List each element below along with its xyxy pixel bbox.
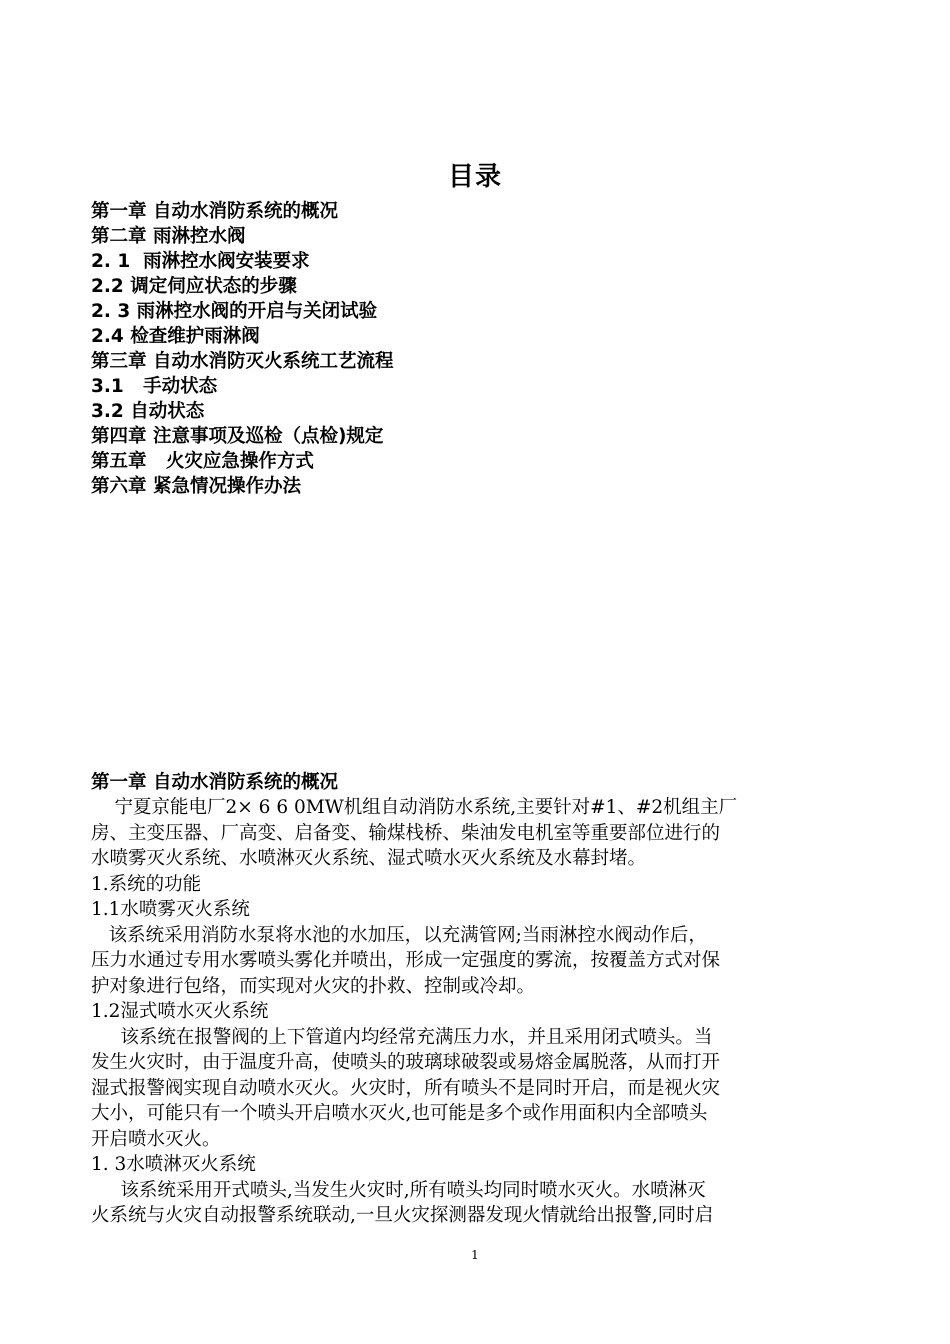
paragraph-line: 该系统在报警阀的上下管道内均经常充满压力水，并且采用闭式喷头。当 [91, 1026, 713, 1048]
toc-item: 2.4 检查维护雨淋阀 [91, 326, 260, 347]
deluge-paragraph [91, 1178, 861, 1229]
page-title: 目录 [447, 162, 502, 192]
paragraph-line: 房、主变压器、厂高变、启备变、输煤栈桥、柴油发电机室等重要部位进行的 [91, 822, 721, 844]
paragraph-line: 火系统与火灾自动报警系统联动,一旦火灾探测器发现火情就给出报警,同时启 [91, 1205, 714, 1226]
toc-item: 2.2 调定伺应状态的步骤 [91, 276, 297, 297]
chapter-heading: 第一章 自动水消防系统的概况 [91, 772, 338, 793]
paragraph-line: 水喷雾灭火系统、水喷淋灭火系统、湿式喷水灭火系统及水幕封堵。 [91, 848, 647, 869]
table-of-contents [91, 199, 393, 499]
toc-item: 第一章 自动水消防系统的概况 [91, 201, 338, 222]
paragraph-line: 该系统采用消防水泵将水池的水加压，以充满管网;当雨淋控水阀动作后， [91, 924, 707, 946]
intro-paragraph [91, 795, 861, 872]
toc-item: 第四章 注意事项及巡检（点检)规定 [91, 426, 384, 447]
subsection-heading: 1. 3水喷淋灭火系统 [91, 1154, 256, 1175]
toc-item: 第六章 紧急情况操作办法 [91, 476, 301, 497]
paragraph-line: 开启喷水灭火。 [91, 1128, 221, 1150]
section-heading: 1.系统的功能 [91, 873, 202, 895]
paragraph-line: 压力水通过专用水雾喷头雾化并喷出，形成一定强度的雾流，按覆盖方式对保 [91, 950, 721, 971]
toc-item: 第五章 火灾应急操作方式 [91, 451, 314, 472]
paragraph-line: 宁夏京能电厂2× 6 6 0MW机组自动消防水系统,主要针对#1、#2机组主厂 [91, 797, 738, 818]
toc-item: 2. 3 雨淋控水阀的开启与关闭试验 [91, 301, 378, 322]
paragraph-line: 大小，可能只有一个喷头开启喷水灭火,也可能是多个或作用面积内全部喷头 [91, 1103, 708, 1124]
paragraph-line: 发生火灾时，由于温度升高，使喷头的玻璃球破裂或易熔金属脱落，从而打开 [91, 1052, 721, 1073]
chapter-1-body [91, 770, 861, 1229]
toc-item: 3.1 手动状态 [91, 376, 218, 397]
subsection-heading: 1.1水喷雾灭火系统 [91, 899, 250, 920]
wet-sprinkler-paragraph [91, 1025, 861, 1153]
paragraph-line: 该系统采用开式喷头,当发生火灾时,所有喷头均同时喷水灭火。水喷淋灭 [91, 1179, 706, 1201]
subsection-heading: 1.2湿式喷水灭火系统 [91, 1001, 269, 1022]
paragraph-line: 护对象进行包络，而实现对火灾的扑救、控制或冷却。 [91, 975, 536, 997]
toc-item: 第三章 自动水消防灭火系统工艺流程 [91, 351, 394, 372]
toc-item: 第二章 雨淋控水阀 [91, 226, 246, 247]
toc-item: 2. 1 雨淋控水阀安装要求 [91, 251, 310, 272]
water-spray-paragraph [91, 923, 861, 1000]
page-number: 1 [471, 1248, 479, 1262]
paragraph-line: 湿式报警阀实现自动喷水灭火。火灾时，所有喷头不是同时开启，而是视火灾 [91, 1077, 721, 1099]
toc-item: 3.2 自动状态 [91, 401, 205, 422]
